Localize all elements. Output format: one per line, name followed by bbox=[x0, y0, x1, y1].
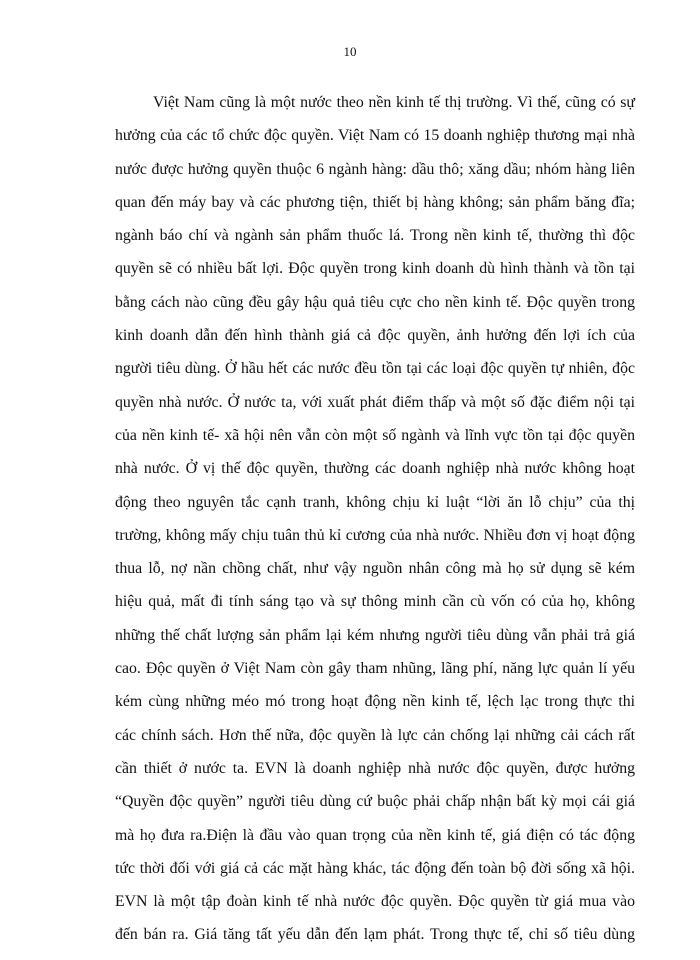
text-line: EVN là một tập đoàn kinh tế nhà nước độc quyền. Độc quyền từ giá mua vào bbox=[115, 893, 635, 911]
text-line: quyền nhà nước. Ở nước ta, với xuất phát điểm thấp và một số đặc điểm nội tại bbox=[115, 393, 635, 411]
text-line: ngành báo chí và ngành sản phẩm thuốc lá. Trong nền kinh tế, thường thì độc bbox=[115, 227, 635, 245]
text-line: Việt Nam cũng là một nước theo nền kinh tế thị trường. Vì thế, cũng có sự bbox=[153, 94, 635, 111]
text-line: của nền kinh tế- xã hội nên vẫn còn một số ngành và lĩnh vực tồn tại độc quyền bbox=[115, 426, 635, 444]
text-line: kinh doanh dẫn đến hình thành giá cả độc quyền, ảnh hưởng đến lợi ích của bbox=[115, 327, 635, 345]
body-text bbox=[115, 86, 635, 952]
text-line: đến bán ra. Giá tăng tất yếu dẫn đến lạm phát. Trong thực tế, chỉ số tiêu dùng bbox=[115, 926, 635, 944]
text-line: động theo nguyên tắc cạnh tranh, không chịu kỉ luật “lời ăn lỗ chịu” của thị bbox=[115, 493, 635, 511]
text-line: tức thời đối với giá cả các mặt hàng khác, tác động đến toàn bộ đời sống xã hội. bbox=[115, 859, 635, 877]
text-line: hiệu quả, mất đi tính sáng tạo và sự thông minh cần cù vốn có của họ, không bbox=[115, 593, 635, 611]
text-line: hưởng của các tổ chức độc quyền. Việt Nam có 15 doanh nghiệp thương mại nhà bbox=[115, 127, 635, 145]
text-line: quan đến máy bay và các phương tiện, thiết bị hàng không; sản phẩm băng đĩa; bbox=[115, 193, 635, 211]
text-line: nhà nước. Ở vị thế độc quyền, thường các doanh nghiệp nhà nước không hoạt bbox=[115, 460, 635, 478]
text-line: nước được hưởng quyền thuộc 6 ngành hàng: dầu thô; xăng dầu; nhóm hàng liên bbox=[115, 160, 635, 178]
text-line: cao. Độc quyền ở Việt Nam còn gây tham nhũng, lãng phí, năng lực quản lí yếu bbox=[115, 660, 635, 678]
text-line: các chính sách. Hơn thế nữa, độc quyền là lực cản chống lại những cải cách rất bbox=[115, 726, 635, 744]
text-line: người tiêu dùng. Ở hầu hết các nước đều tồn tại các loại độc quyền tự nhiên, độc bbox=[115, 360, 635, 378]
text-line: mà họ đưa ra.Điện là đầu vào quan trọng của nền kinh tế, giá điện có tác động bbox=[115, 826, 635, 844]
text-line: bằng cách nào cũng đều gây hậu quả tiêu cực cho nền kinh tế. Độc quyền trong bbox=[115, 293, 635, 311]
text-line: “Quyền độc quyền” người tiêu dùng cứ buộc phải chấp nhận bất kỳ mọi cái giá bbox=[115, 793, 635, 811]
text-line: trường, không mấy chịu tuân thủ kỉ cương của nhà nước. Nhiều đơn vị hoạt động bbox=[115, 526, 635, 544]
text-line: kém cùng những méo mó trong hoạt động nền kinh tế, lệch lạc trong thực thi bbox=[115, 693, 635, 711]
text-line: thua lỗ, nợ nần chồng chất, như vậy nguồn nhân công mà họ sử dụng sẽ kém bbox=[115, 560, 635, 578]
text-line: quyền sẽ có nhiều bất lợi. Độc quyền trong kinh doanh dù hình thành và tồn tại bbox=[115, 260, 635, 278]
page-number: 10 bbox=[343, 44, 357, 59]
text-line: cần thiết ở nước ta. EVN là doanh nghiệp nhà nước độc quyền, được hưởng bbox=[115, 759, 635, 777]
text-line: những thế chất lượng sản phẩm lại kém nhưng người tiêu dùng vẫn phải trả giá bbox=[115, 626, 635, 644]
